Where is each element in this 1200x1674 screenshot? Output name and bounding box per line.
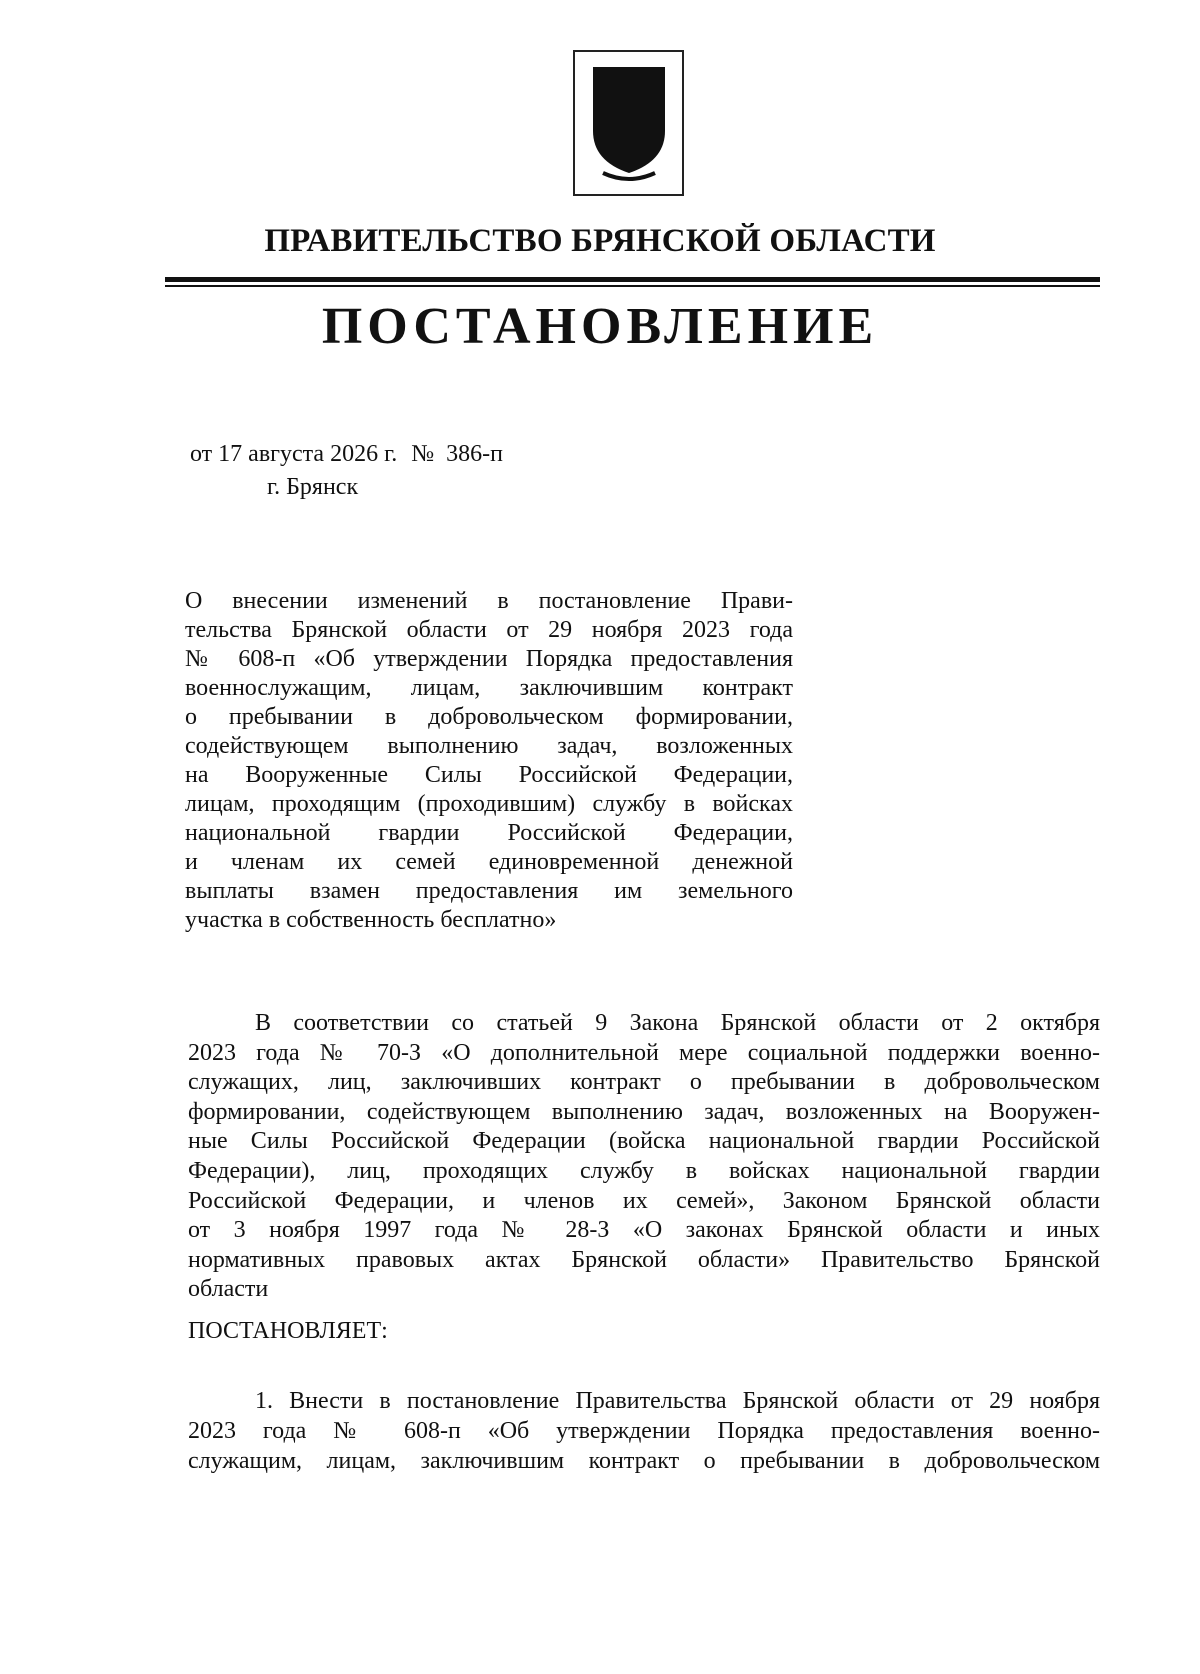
number-sign: № (411, 441, 435, 467)
title-line: на Вооруженные Силы Российской Федерации, (185, 762, 793, 788)
preamble-line: В соответствии со статьей 9 Закона Брянской области от 2 октября (255, 1010, 1100, 1036)
preamble-line: Российской Федерации, и членов их семей», Законом Брянской области (188, 1187, 1100, 1214)
title-line: о пребывании в добровольческом формировании, (185, 704, 793, 730)
item-1-paragraph (188, 1386, 1100, 1476)
document-number: 386-п (446, 441, 503, 467)
organization-name: ПРАВИТЕЛЬСТВО БРЯНСКОЙ ОБЛАСТИ (264, 223, 936, 259)
preamble-paragraph (188, 1009, 1100, 1305)
preamble-line: нормативных правовых актах Брянской области» Правительство Брянской (188, 1246, 1100, 1273)
item-line: 1. Внести в постановление Правительства Брянской области от 29 ноября (255, 1388, 1100, 1414)
title-line: тельства Брянской области от 29 ноября 2023 года (185, 617, 793, 643)
header-rule-thin (165, 285, 1100, 287)
document-title (185, 587, 793, 935)
title-line: участка в собственность бесплатно» (185, 907, 557, 933)
preamble-line: ные Силы Российской Федерации (войска национальной гвардии Российской (188, 1128, 1100, 1155)
title-line: военнослужащим, лицам, заключившим контракт (185, 675, 793, 701)
document-type: ПОСТАНОВЛЕНИЕ (321, 298, 879, 355)
date-line (190, 441, 503, 468)
preamble-line: служащих, лиц, заключивших контракт о пребывании в добровольческом (188, 1069, 1100, 1096)
preamble-line: области (188, 1276, 269, 1303)
preamble-line: Федерации), лиц, проходящих службу в войсках национальной гвардии (188, 1157, 1100, 1184)
date-prefix: от (190, 441, 213, 467)
title-line: лицам, проходящим (проходившим) службу в войсках (185, 791, 793, 817)
item-line: служащим, лицам, заключившим контракт о пребывании в добровольческом (188, 1448, 1100, 1474)
title-line: № 608-п «Об утверждении Порядка предоставления (185, 646, 793, 672)
title-line: выплаты взамен предоставления им земельного (185, 878, 793, 904)
document-date: 17 августа 2026 г. (218, 441, 398, 467)
header-rule-thick (165, 277, 1100, 282)
title-line: О внесении изменений в постановление Прави- (185, 588, 793, 614)
preamble-line: формировании, содействующем выполнению задач, возложенных на Вооружен- (188, 1098, 1100, 1125)
preamble-line: 2023 года № 70-З «О дополнительной мере социальной поддержки военно- (188, 1039, 1100, 1066)
item-line: 2023 года № 608-п «Об утверждении Порядка предоставления военно- (188, 1418, 1100, 1444)
city: г. Брянск (267, 474, 359, 500)
title-line: национальной гвардии Российской Федерации, (185, 820, 793, 846)
preamble-line: от 3 ноября 1997 года № 28-З «О законах Брянской области и иных (188, 1217, 1100, 1244)
emblem-frame (573, 50, 684, 196)
decree-word: ПОСТАНОВЛЯЕТ: (188, 1318, 388, 1344)
coat-of-arms-icon (585, 61, 673, 185)
title-line: и членам их семей единовременной денежной (185, 849, 793, 875)
title-line: содействующем выполнению задач, возложенных (185, 733, 793, 759)
